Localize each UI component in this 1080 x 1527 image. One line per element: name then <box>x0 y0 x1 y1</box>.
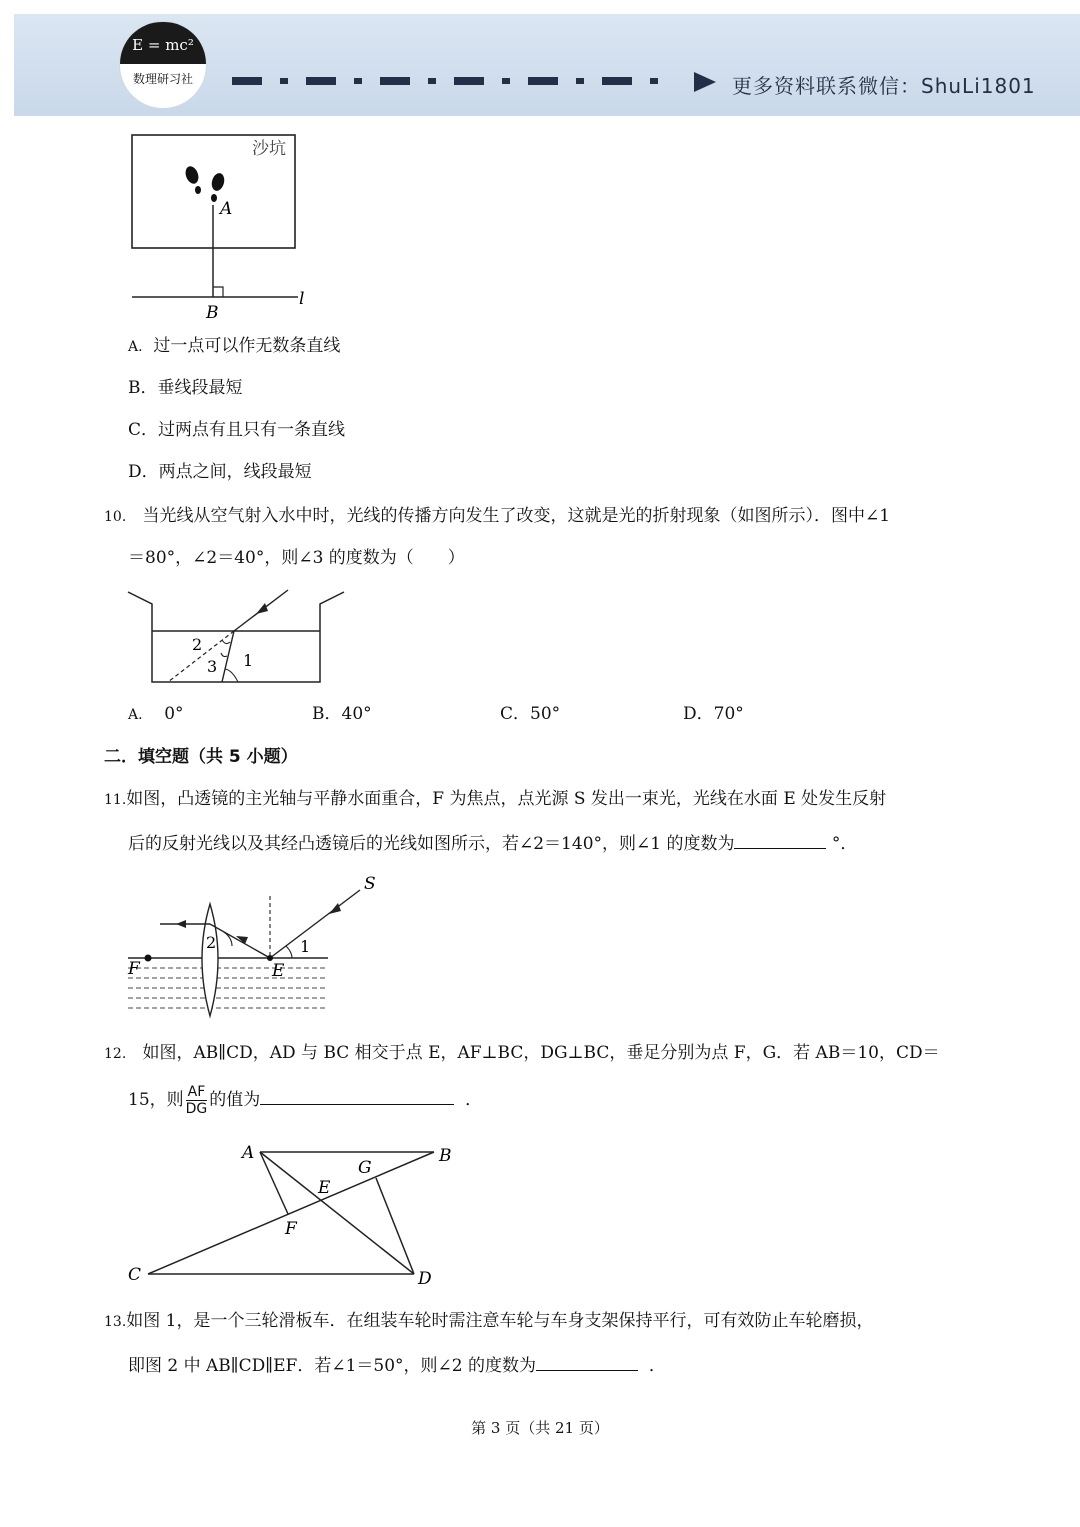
right-angle-mark <box>213 287 223 297</box>
q11-line1: 11.如图，凸透镜的主光轴与平静水面重合，F 为焦点，点光源 S 发出一束光，光线在水面 E 处发生反射 <box>104 789 887 809</box>
label-e: E <box>272 961 285 981</box>
ray-arrow-icon <box>176 920 186 928</box>
label-g: G <box>358 1158 372 1178</box>
label-l: l <box>299 289 305 309</box>
label-b: B <box>206 303 219 323</box>
answer-blank[interactable] <box>536 1352 638 1371</box>
q9-option-d: D．两点之间，线段最短 <box>128 462 312 482</box>
logo-name: 数理研习社 <box>132 72 193 86</box>
figure-refraction <box>124 586 350 690</box>
page-footer: 第 3 页（共 21 页） <box>471 1419 609 1437</box>
label-sandpit: 沙坑 <box>252 139 286 159</box>
incident-ray <box>270 890 360 958</box>
q10-option-d: D．70° <box>683 704 744 724</box>
q10-line1: 10. 当光线从空气射入水中时，光线的传播方向发生了改变，这就是光的折射现象（如图所示）．图中∠1 <box>104 506 891 526</box>
label-a: A <box>242 1143 255 1163</box>
label-2: 2 <box>206 933 217 952</box>
q13-line1: 13.如图 1，是一个三轮滑板车．在组装车轮时需注意车轮与车身支架保持平行，可有效防止车轮磨损， <box>104 1311 874 1331</box>
logo-formula: E = mc² <box>120 22 206 64</box>
q9-option-a: A. 过一点可以作无数条直线 <box>128 336 341 356</box>
label-a: A <box>220 199 233 219</box>
q12-line2: 15，则 $\frac{AF}{DG}$ 的值为 ． <box>128 1084 483 1117</box>
segment-af <box>260 1152 288 1214</box>
q11-line2: 后的反射光线以及其经凸透镜后的光线如图所示，若∠2＝140°，则∠1 的度数为 °． <box>128 830 857 855</box>
footprints-icon <box>183 164 226 202</box>
q13-line2: 即图 2 中 AB∥CD∥EF．若∠1＝50°，则∠2 的度数为 ． <box>128 1352 666 1377</box>
angle-arc-1 <box>286 946 292 958</box>
tank-outline <box>128 592 344 682</box>
figure-sandpit <box>126 130 316 324</box>
label-b: B <box>439 1146 452 1166</box>
q9-option-b: B．垂线段最短 <box>128 378 243 398</box>
label-3: 3 <box>207 657 218 676</box>
answer-blank[interactable] <box>260 1086 454 1105</box>
label-e: E <box>318 1178 331 1198</box>
label-1: 1 <box>300 937 311 956</box>
focus-point <box>145 955 152 962</box>
q10-number: 10. <box>104 509 127 525</box>
q12-number: 12. <box>104 1046 127 1062</box>
water-dashes <box>128 968 328 1008</box>
figure-parallel-triangles <box>122 1140 462 1288</box>
arrow-right-icon <box>694 72 716 92</box>
q10-option-c: C．50° <box>500 704 561 724</box>
header-contact: 更多资料联系微信：ShuLi1801 <box>732 74 1036 98</box>
q10-option-b: B．40° <box>312 704 372 724</box>
label-c: C <box>128 1265 142 1285</box>
convex-lens <box>202 904 218 1016</box>
angle-arc-2 <box>222 640 230 644</box>
fraction-af-dg: $\frac{AF}{DG}$ <box>185 1084 208 1117</box>
ray-arrow-icon <box>329 903 341 914</box>
q12-line1: 12. 如图，AB∥CD，AD 与 BC 相交于点 E，AF⊥BC，DG⊥BC，垂足分别为点 F，G．若 AB＝10，CD＝ <box>104 1043 940 1063</box>
ray-arrow-icon <box>256 603 268 614</box>
q10-option-a: A. 0° <box>128 704 184 724</box>
label-d: D <box>418 1269 432 1288</box>
reflected-ray <box>210 924 270 958</box>
q13-number: 13. <box>104 1314 127 1330</box>
angle-arc-3 <box>221 653 227 657</box>
answer-blank[interactable] <box>734 830 826 849</box>
logo <box>120 22 206 108</box>
label-s: S <box>364 874 376 894</box>
figure-lens <box>124 872 386 1020</box>
header-dash-line <box>232 76 690 86</box>
q9-option-c: C．过两点有且只有一条直线 <box>128 420 346 440</box>
label-1: 1 <box>243 651 254 670</box>
q10-line2: ＝80°，∠2＝40°，则∠3 的度数为（ ） <box>128 548 465 568</box>
section-title: 二．填空题（共 5 小题） <box>104 747 298 767</box>
label-f: F <box>128 959 140 979</box>
label-f: F <box>285 1219 297 1239</box>
q11-number: 11. <box>104 792 127 808</box>
label-2: 2 <box>192 635 203 654</box>
angle-arc-1 <box>225 669 238 682</box>
